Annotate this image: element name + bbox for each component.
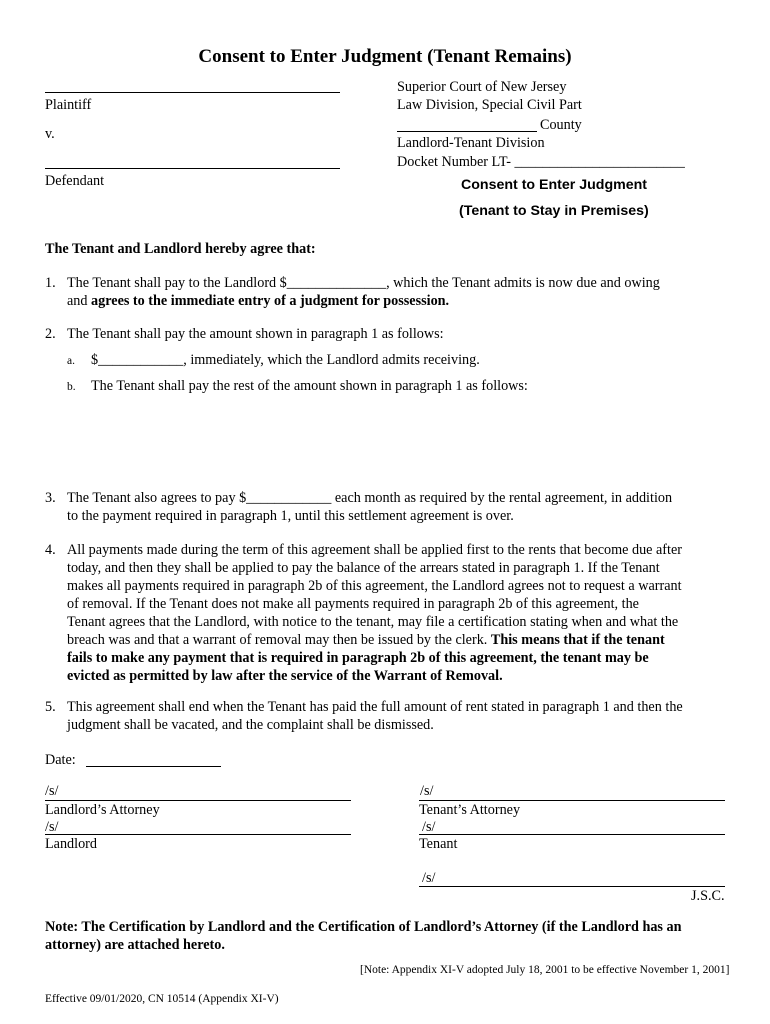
paragraph-5 <box>67 698 683 734</box>
county-line[interactable] <box>397 131 537 132</box>
form-subtitle-2: (Tenant to Stay in Premises) <box>459 203 649 219</box>
certification-note-line-2: attorney) are attached hereto. <box>45 937 225 953</box>
date-label: Date: <box>45 752 76 768</box>
agreement-heading <box>45 240 316 258</box>
tenant-signature-line <box>419 834 725 835</box>
paragraph-1 <box>67 274 660 310</box>
certification-note <box>45 918 681 954</box>
landlords-attorney-signature[interactable]: /s/ <box>45 783 59 799</box>
paragraph-4-line-3: makes all payments required in paragraph 2b of this agreement, the Landlord agrees not to request a warrant <box>67 578 682 594</box>
paragraph-4 <box>67 541 682 685</box>
paragraph-5-line-1: This agreement shall end when the Tenant has paid the full amount of rent stated in paragraph 1 and then the <box>67 699 683 715</box>
paragraph-5-number: 5. <box>45 699 56 715</box>
judge-signature[interactable]: /s/ <box>422 870 436 886</box>
court-name: Superior Court of New Jersey <box>397 79 567 95</box>
tenants-attorney-label: Tenant’s Attorney <box>419 802 521 818</box>
paragraph-4-line-7: fails to make any payment that is required in paragraph 2b of this agreement, the tenant may be <box>67 650 649 666</box>
tenant-label: Tenant <box>419 836 458 852</box>
paragraph-2-text: The Tenant shall pay the amount shown in paragraph 1 as follows: <box>67 326 444 342</box>
paragraph-2-number: 2. <box>45 326 56 342</box>
paragraph-2a-label: a. <box>67 355 75 367</box>
paragraph-1-line-2 <box>67 292 660 310</box>
paragraph-4-line-6 <box>67 631 682 649</box>
paragraph-2b-text: The Tenant shall pay the rest of the amount shown in paragraph 1 as follows: <box>91 378 528 394</box>
court-division: Law Division, Special Civil Part <box>397 97 582 113</box>
footer-effective: Effective 09/01/2020, CN 10514 (Appendix XI-V) <box>45 993 279 1005</box>
docket-number: Docket Number LT- ________________________ <box>397 154 685 170</box>
paragraph-4-line-5: Tenant agrees that the Landlord, with notice to the tenant, may file a certification stating when and what the <box>67 614 679 630</box>
paragraph-3-number: 3. <box>45 490 56 506</box>
plaintiff-name-line[interactable] <box>45 92 340 93</box>
versus-label: v. <box>45 126 55 142</box>
paragraph-3 <box>67 489 672 525</box>
form-subtitle-1: Consent to Enter Judgment <box>461 177 648 193</box>
paragraph-3-line-1: The Tenant also agrees to pay $____________ each month as required by the rental agreement, in addition <box>67 490 673 506</box>
tenant-signature[interactable]: /s/ <box>422 819 436 835</box>
judge-signature-line <box>419 886 725 887</box>
defendant-name-line[interactable] <box>45 168 340 169</box>
jsc-label: J.S.C. <box>691 888 725 904</box>
paragraph-2a-text: $____________, immediately, which the Landlord admits receiving. <box>91 352 480 368</box>
paragraph-1-line-1: The Tenant shall pay to the Landlord $______________, which the Tenant admits is now due and owing <box>67 275 660 291</box>
document-title: Consent to Enter Judgment (Tenant Remains) <box>198 46 572 67</box>
paragraph-4-line-6-plain: breach was and that a warrant of removal may then be issued by the clerk. <box>67 632 491 648</box>
paragraph-1-number: 1. <box>45 275 56 291</box>
landlord-signature[interactable]: /s/ <box>45 819 59 835</box>
paragraph-1-line-2-plain: and <box>67 293 92 309</box>
paragraph-4-line-2: today, and then they shall be applied to pay the balance of the arrears stated in paragraph 1. If the Tenant <box>67 560 660 576</box>
paragraph-4-number: 4. <box>45 542 56 558</box>
plaintiff-label: Plaintiff <box>45 97 92 113</box>
agreement-heading-text: The Tenant and Landlord hereby agree that: <box>45 241 316 257</box>
paragraph-4-line-4: of removal. If the Tenant does not make all payments required in paragraph 2b of this agreement, the <box>67 596 639 612</box>
paragraph-2b-label: b. <box>67 381 76 393</box>
landlord-label: Landlord <box>45 836 98 852</box>
defendant-label: Defendant <box>45 173 105 189</box>
paragraph-3-line-2: to the payment required in paragraph 1, until this settlement agreement is over. <box>67 508 514 524</box>
paragraph-5-line-2: judgment shall be vacated, and the complaint shall be dismissed. <box>67 717 434 733</box>
lt-division: Landlord-Tenant Division <box>397 135 545 151</box>
paragraph-4-line-6-bold: This means that if the tenant <box>490 632 665 648</box>
paragraph-4-line-8: evicted as permitted by law after the service of the Warrant of Removal. <box>67 668 503 684</box>
tenants-attorney-signature[interactable]: /s/ <box>420 783 434 799</box>
date-field-line[interactable] <box>86 766 221 767</box>
county-label: County <box>540 117 582 133</box>
paragraph-4-line-1: All payments made during the term of this agreement shall be applied first to the rents that become due after <box>67 542 682 558</box>
certification-note-line-1: Note: The Certification by Landlord and the Certification of Landlord’s Attorney (if the Landlord has an <box>45 919 682 935</box>
landlords-attorney-label: Landlord’s Attorney <box>45 802 160 818</box>
appendix-note: [Note: Appendix XI-V adopted July 18, 2001 to be effective November 1, 2001] <box>360 964 730 976</box>
paragraph-1-line-2-bold: agrees to the immediate entry of a judgment for possession. <box>91 293 450 309</box>
